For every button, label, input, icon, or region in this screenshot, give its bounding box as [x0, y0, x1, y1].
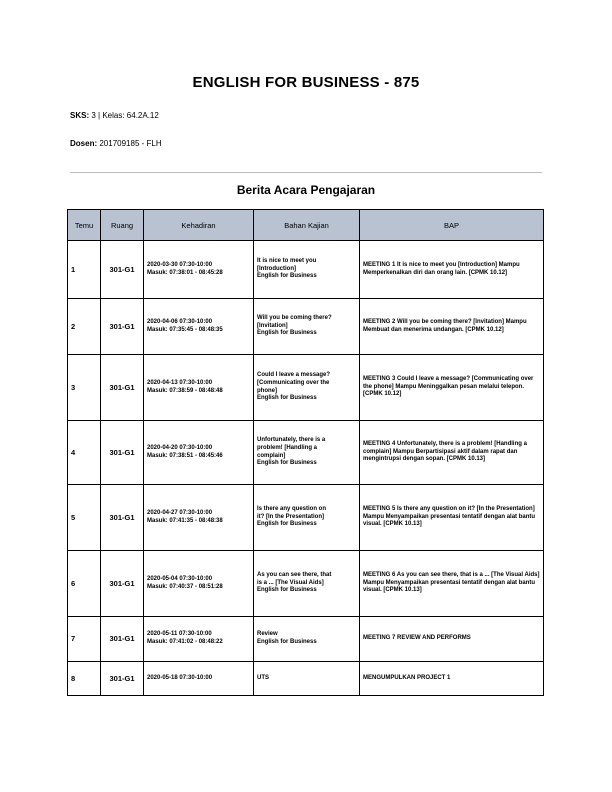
- kehadiran-schedule: 2020-04-06 07:30-10:00: [147, 318, 213, 325]
- table-row: [68, 241, 544, 299]
- table-row: [68, 485, 544, 551]
- kehadiran-masuk: Masuk: 07:38:51 - 08:45:46: [147, 452, 223, 459]
- cell-temu: 6: [68, 551, 101, 617]
- cell-bap: MENGUMPULKAN PROJECT 1: [360, 662, 544, 696]
- bahan-line: it? [In the Presentation]: [257, 513, 325, 520]
- table-row: [68, 617, 544, 662]
- sks-kelas-info: [70, 111, 159, 120]
- kehadiran-masuk: Masuk: 07:38:01 - 08:45:28: [147, 269, 223, 276]
- bahan-line: English for Business: [257, 639, 317, 645]
- cell-bahan-kajian: [254, 299, 360, 355]
- cell-bahan-kajian: [254, 355, 360, 421]
- cell-temu: 5: [68, 485, 101, 551]
- bahan-line: English for Business: [257, 587, 317, 594]
- bahan-line: It is nice to meet you: [257, 257, 317, 264]
- cell-ruang: 301-G1: [101, 299, 144, 355]
- cell-kehadiran: [144, 662, 254, 696]
- cell-kehadiran: [144, 421, 254, 485]
- table-row: [68, 355, 544, 421]
- bahan-line: Could I leave a message?: [257, 371, 331, 378]
- kehadiran-masuk: Masuk: 07:38:59 - 08:48:48: [147, 387, 223, 394]
- kehadiran-masuk: Masuk: 07:35:45 - 08:48:35: [147, 326, 223, 333]
- cell-bahan-kajian: [254, 662, 360, 696]
- bap-table: [67, 209, 544, 696]
- cell-bahan-kajian: [254, 241, 360, 299]
- header-bahan-kajian: Bahan Kajian: [254, 210, 360, 241]
- bahan-line: [Introduction]: [257, 265, 296, 272]
- cell-temu: 3: [68, 355, 101, 421]
- section-title: Berita Acara Pengajaran: [236, 183, 376, 197]
- cell-bap: MEETING 1 It is nice to meet you [Introduction] Mampu Memperkenalkan diri dan orang lain. [CPMK 10.12]: [360, 241, 544, 299]
- bahan-line: [Invitation]: [257, 322, 288, 329]
- cell-bahan-kajian: [254, 485, 360, 551]
- table-row: [68, 551, 544, 617]
- cell-ruang: 301-G1: [101, 421, 144, 485]
- table-row: [68, 421, 544, 485]
- kehadiran-schedule: 2020-04-20 07:30-10:00: [147, 444, 213, 451]
- bahan-line: English for Business: [257, 273, 317, 280]
- cell-bap: MEETING 3 Could I leave a message? [Communicating over the phone] Mampu Meninggalkan pesan melalui telepon. [CPMK 10.12]: [360, 355, 544, 421]
- cell-ruang: 301-G1: [101, 355, 144, 421]
- cell-ruang: 301-G1: [101, 485, 144, 551]
- header-ruang: Ruang: [101, 210, 144, 241]
- cell-temu: 4: [68, 421, 101, 485]
- kehadiran-masuk: Masuk: 07:41:02 - 08:48:22: [147, 639, 223, 645]
- bahan-line: is a ... [The Visual Aids]: [257, 579, 324, 586]
- header-bap: BAP: [360, 210, 544, 241]
- cell-ruang: 301-G1: [101, 241, 144, 299]
- cell-temu: 8: [68, 662, 101, 696]
- dosen-label: Dosen:: [70, 139, 98, 148]
- header-temu: Temu: [68, 210, 101, 241]
- cell-kehadiran: [144, 617, 254, 662]
- dosen-value: 201709185 - FLH: [99, 139, 162, 148]
- kehadiran-schedule: 2020-05-11 07:30-10:00: [147, 631, 212, 638]
- cell-temu: 1: [68, 241, 101, 299]
- cell-bahan-kajian: [254, 617, 360, 662]
- bahan-line: UTS: [257, 674, 269, 681]
- kehadiran-masuk: Masuk: 07:40:37 - 08:51:28: [147, 583, 223, 590]
- page-title: ENGLISH FOR BUSINESS - 875: [192, 74, 420, 91]
- kehadiran-masuk: Masuk: 07:41:35 - 08:48:38: [147, 517, 223, 524]
- table-row: [68, 662, 544, 696]
- bahan-line: As you can see there, that: [257, 571, 332, 578]
- cell-ruang: 301-G1: [101, 662, 144, 696]
- cell-kehadiran: [144, 299, 254, 355]
- cell-kehadiran: [144, 485, 254, 551]
- cell-bap: MEETING 6 As you can see there, that is a ... [The Visual Aids] Mampu Menyampaikan presentasi tentatif dengan alat bantu visual. [CPMK 10.13]: [360, 551, 544, 617]
- kehadiran-schedule: 2020-03-30 07:30-10:00: [147, 261, 213, 268]
- bahan-line: English for Business: [257, 395, 317, 402]
- bahan-line: English for Business: [257, 460, 317, 467]
- dosen-info: [70, 139, 162, 148]
- kehadiran-schedule: 2020-05-04 07:30-10:00: [147, 575, 213, 582]
- cell-ruang: 301-G1: [101, 551, 144, 617]
- cell-ruang: 301-G1: [101, 617, 144, 662]
- cell-bahan-kajian: [254, 421, 360, 485]
- kehadiran-schedule: 2020-04-27 07:30-10:00: [147, 509, 213, 516]
- bahan-line: problem! [Handling a: [257, 444, 317, 451]
- header-kehadiran: Kehadiran: [144, 210, 254, 241]
- bahan-line: English for Business: [257, 330, 317, 337]
- sks-label: SKS:: [70, 111, 90, 120]
- cell-bap: MEETING 4 Unfortunately, there is a problem! [Handling a complain] Mampu Berpartisipasi aktif dalam rapat dan mengintrupsi dengan sopan. [CPMK 10.13]: [360, 421, 544, 485]
- bahan-line: Will you be coming there?: [257, 314, 332, 321]
- bahan-line: English for Business: [257, 521, 317, 528]
- table-header-row: [68, 210, 544, 241]
- cell-kehadiran: [144, 355, 254, 421]
- cell-bap: MEETING 5 Is there any question on it? [In the Presentation] Mampu Menyampaikan presentasi tentatif dengan alat bantu visual. [CPMK 10.13]: [360, 485, 544, 551]
- cell-bap: MEETING 7 REVIEW AND PERFORMS: [360, 617, 544, 662]
- bahan-line: phone]: [257, 387, 277, 394]
- cell-bahan-kajian: [254, 551, 360, 617]
- cell-temu: 2: [68, 299, 101, 355]
- kehadiran-schedule: 2020-04-13 07:30-10:00: [147, 379, 213, 386]
- bahan-line: complain]: [257, 452, 286, 459]
- table-row: [68, 299, 544, 355]
- cell-bap: MEETING 2 Will you be coming there? [Invitation] Mampu Membuat dan menerima undangan. [CPMK 10.12]: [360, 299, 544, 355]
- kehadiran-schedule: 2020-05-18 07:30-10:00: [147, 674, 213, 681]
- bahan-line: Unfortunately, there is a: [257, 436, 326, 443]
- cell-kehadiran: [144, 551, 254, 617]
- sks-value: 3 | Kelas: 64.2A.12: [91, 111, 159, 120]
- bahan-line: [Communicating over the: [257, 379, 330, 386]
- divider: [70, 172, 542, 173]
- bahan-line: Review: [257, 631, 278, 638]
- bahan-line: Is there any question on: [257, 505, 327, 512]
- cell-temu: 7: [68, 617, 101, 662]
- cell-kehadiran: [144, 241, 254, 299]
